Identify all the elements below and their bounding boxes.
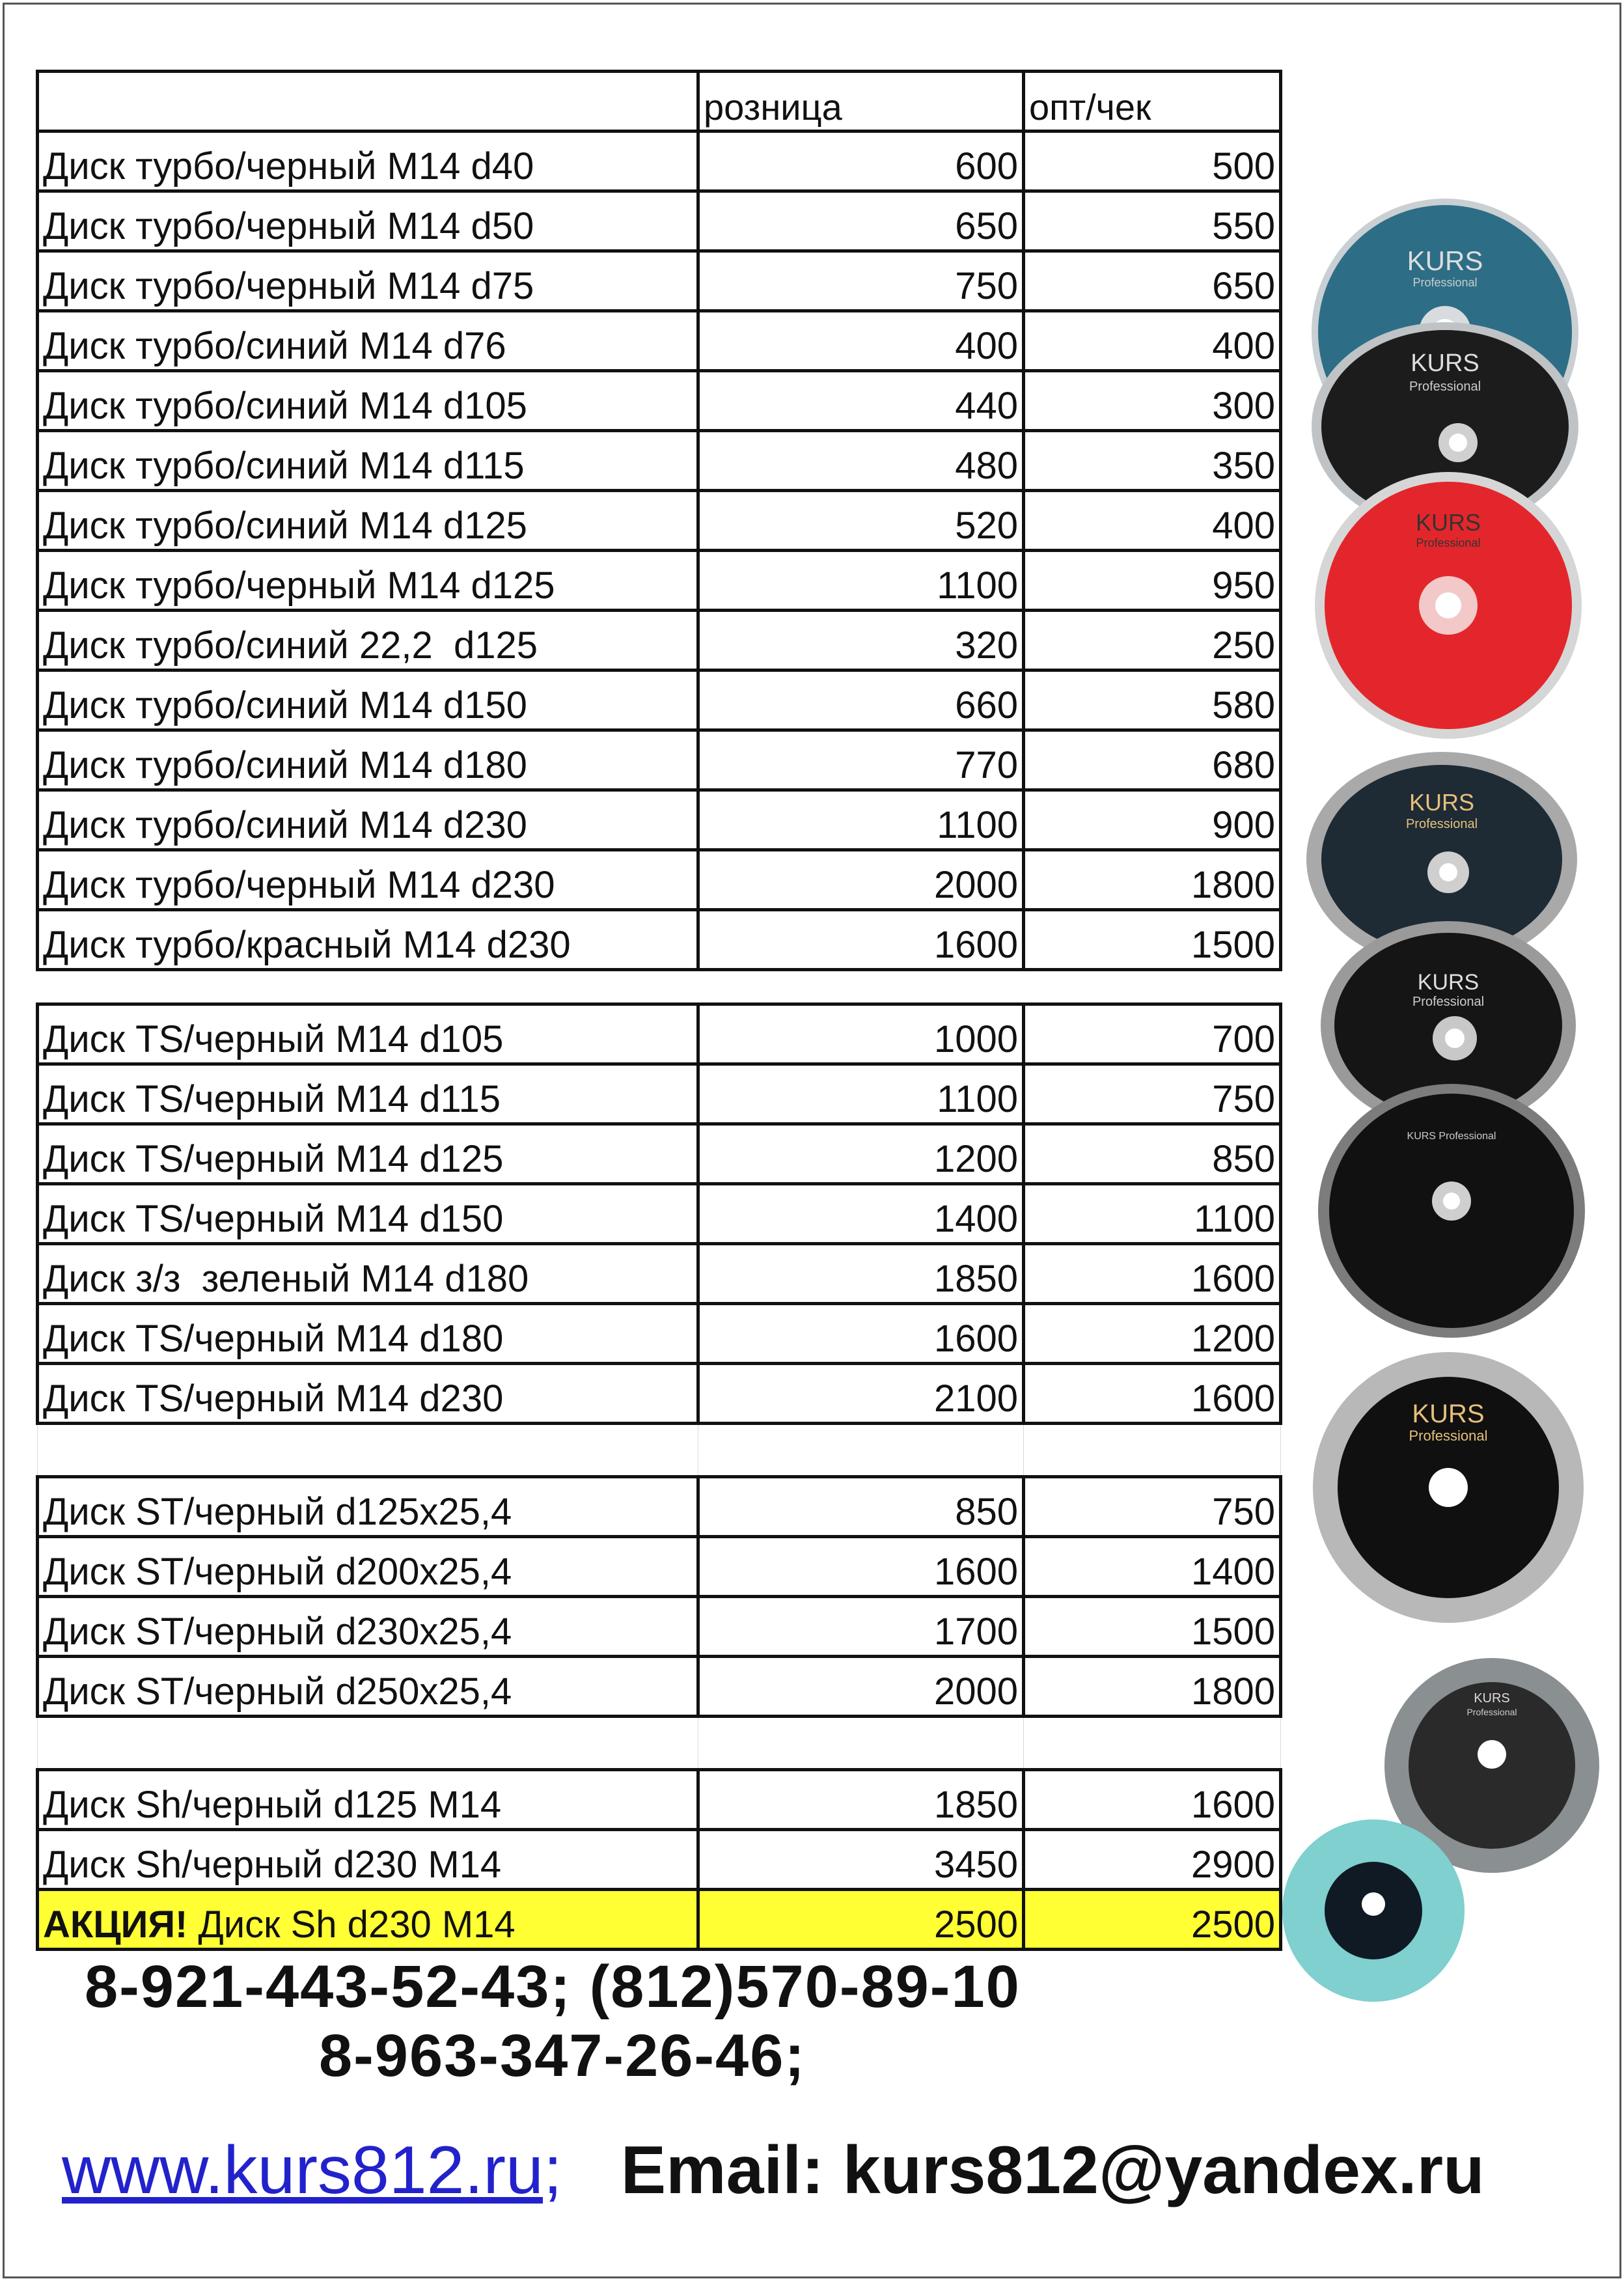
retail-price-cell: 1100 <box>698 1064 1024 1124</box>
price-table-body <box>38 72 1281 1950</box>
disc-image-ts-3 <box>1315 1081 1588 1341</box>
table-row <box>38 1184 1281 1244</box>
retail-price-cell: 440 <box>698 371 1024 431</box>
wholesale-price-cell: 650 <box>1024 251 1281 311</box>
disc-sub: Professional <box>1412 995 1485 1009</box>
product-name-cell: Диск TS/черный М14 d105 <box>38 1004 698 1064</box>
wholesale-price-cell: 750 <box>1024 1477 1281 1537</box>
table-row <box>38 1537 1281 1597</box>
phone-numbers <box>85 1953 1021 2091</box>
footer-contacts <box>62 2132 1485 2209</box>
retail-price-cell: 480 <box>698 431 1024 491</box>
wholesale-price-cell: 400 <box>1024 491 1281 551</box>
table-row <box>38 251 1281 311</box>
disc-brand: KURS <box>1407 245 1483 276</box>
retail-price-cell: 3450 <box>698 1830 1024 1890</box>
product-name-cell: Диск турбо/синий М14 d76 <box>38 311 698 371</box>
retail-price-cell: 1700 <box>698 1597 1024 1657</box>
retail-price-cell: 1600 <box>698 1537 1024 1597</box>
email-text: Email: kurs812@yandex.ru <box>620 2133 1485 2208</box>
product-name-cell: Диск ST/черный d125x25,4 <box>38 1477 698 1537</box>
table-row <box>38 1124 1281 1184</box>
wholesale-price-cell: 1200 <box>1024 1304 1281 1364</box>
product-name-cell: Диск турбо/синий М14 d105 <box>38 371 698 431</box>
header-wholesale: опт/чек <box>1024 72 1281 131</box>
table-row <box>38 551 1281 611</box>
wholesale-price-cell: 250 <box>1024 611 1281 670</box>
spacer-cell <box>698 1424 1024 1477</box>
wholesale-price-cell: 1800 <box>1024 850 1281 910</box>
spacer-cell <box>38 1424 698 1477</box>
table-row <box>38 790 1281 850</box>
wholesale-price-cell: 1500 <box>1024 910 1281 970</box>
table-row <box>38 1364 1281 1424</box>
product-name-cell: Диск турбо/синий М14 d150 <box>38 670 698 730</box>
website-link[interactable]: www.kurs812.ru; <box>62 2133 562 2208</box>
table-row <box>38 730 1281 790</box>
table-row <box>38 1597 1281 1657</box>
disc-brand: KURS <box>1417 970 1479 995</box>
table-spacer-row <box>38 1717 1281 1770</box>
table-row <box>38 191 1281 251</box>
product-name-cell: Диск TS/черный М14 d180 <box>38 1304 698 1364</box>
product-name-cell: Диск турбо/синий 22,2 d125 <box>38 611 698 670</box>
disc-image-st <box>1312 1351 1585 1624</box>
spacer-cell <box>1024 970 1281 1004</box>
disc-image-sh-teal <box>1279 1816 1468 2005</box>
disc-sub: Professional <box>1416 536 1481 549</box>
retail-price-cell: 750 <box>698 251 1024 311</box>
retail-price-cell: 1850 <box>698 1244 1024 1304</box>
disc-brand: KURS <box>1474 1691 1510 1706</box>
wholesale-price-cell: 1400 <box>1024 1537 1281 1597</box>
table-row <box>38 1657 1281 1717</box>
product-name-cell: Диск турбо/синий М14 d115 <box>38 431 698 491</box>
retail-price-cell: 600 <box>698 131 1024 191</box>
disc-sub: Professional <box>1466 1707 1517 1717</box>
disc-sub: Professional <box>1412 276 1478 289</box>
table-row <box>38 910 1281 970</box>
retail-price-cell: 400 <box>698 311 1024 371</box>
wholesale-price-cell: 400 <box>1024 311 1281 371</box>
spacer-cell <box>38 1717 698 1770</box>
retail-price-cell: 1100 <box>698 790 1024 850</box>
disc-sub: Professional <box>1409 380 1481 394</box>
table-row <box>38 491 1281 551</box>
table-row <box>38 670 1281 730</box>
table-row <box>38 611 1281 670</box>
wholesale-price-cell: 1600 <box>1024 1770 1281 1830</box>
wholesale-price-cell: 750 <box>1024 1064 1281 1124</box>
retail-price-cell: 520 <box>698 491 1024 551</box>
product-name-cell: Диск турбо/черный М14 d40 <box>38 131 698 191</box>
price-table <box>36 70 1282 1951</box>
spacer-cell <box>38 970 698 1004</box>
product-name-cell: Диск ST/черный d230x25,4 <box>38 1597 698 1657</box>
wholesale-price-cell: 680 <box>1024 730 1281 790</box>
retail-price-cell: 770 <box>698 730 1024 790</box>
spacer-cell <box>1024 1424 1281 1477</box>
promo-row <box>38 1890 1281 1950</box>
product-name-cell: Диск турбо/синий М14 d125 <box>38 491 698 551</box>
product-name-cell: Диск ST/черный d200x25,4 <box>38 1537 698 1597</box>
disc-sub: Professional <box>1405 817 1478 831</box>
wholesale-price-cell: 580 <box>1024 670 1281 730</box>
retail-price-cell: 1850 <box>698 1770 1024 1830</box>
promo-retail-price-cell: 2500 <box>698 1890 1024 1950</box>
retail-price-cell: 1000 <box>698 1004 1024 1064</box>
product-name-cell: Диск турбо/черный М14 d75 <box>38 251 698 311</box>
disc-brand: KURS <box>1415 509 1481 536</box>
table-row <box>38 311 1281 371</box>
spacer-cell <box>1024 1717 1281 1770</box>
product-name-cell: Диск турбо/синий М14 d230 <box>38 790 698 850</box>
promo-name-cell <box>38 1890 698 1950</box>
promo-product-name: Диск Sh d230 М14 <box>187 1903 516 1946</box>
promo-tag: АКЦИЯ! <box>43 1903 188 1946</box>
table-header-row <box>38 72 1281 131</box>
promo-wholesale-price-cell: 2500 <box>1024 1890 1281 1950</box>
spacer-cell <box>698 970 1024 1004</box>
table-row <box>38 1064 1281 1124</box>
retail-price-cell: 1600 <box>698 910 1024 970</box>
retail-price-cell: 2100 <box>698 1364 1024 1424</box>
retail-price-cell: 650 <box>698 191 1024 251</box>
retail-price-cell: 1600 <box>698 1304 1024 1364</box>
product-name-cell: Диск TS/черный М14 d115 <box>38 1064 698 1124</box>
table-row <box>38 850 1281 910</box>
product-name-cell: Диск турбо/синий М14 d180 <box>38 730 698 790</box>
product-name-cell: Диск TS/черный М14 d230 <box>38 1364 698 1424</box>
wholesale-price-cell: 900 <box>1024 790 1281 850</box>
wholesale-price-cell: 300 <box>1024 371 1281 431</box>
wholesale-price-cell: 850 <box>1024 1124 1281 1184</box>
table-row <box>38 371 1281 431</box>
product-name-cell: Диск Sh/черный d230 М14 <box>38 1830 698 1890</box>
product-name-cell: Диск турбо/черный М14 d230 <box>38 850 698 910</box>
header-name-cell <box>38 72 698 131</box>
spacer-cell <box>698 1717 1024 1770</box>
disc-sub: Professional <box>1409 1428 1488 1444</box>
disc-image-turbo-red <box>1312 469 1585 742</box>
table-row <box>38 1244 1281 1304</box>
retail-price-cell: 1100 <box>698 551 1024 611</box>
table-row <box>38 1477 1281 1537</box>
wholesale-price-cell: 1600 <box>1024 1244 1281 1304</box>
product-name-cell: Диск Sh/черный d125 М14 <box>38 1770 698 1830</box>
table-spacer-row <box>38 970 1281 1004</box>
product-name-cell: Диск TS/черный М14 d125 <box>38 1124 698 1184</box>
retail-price-cell: 660 <box>698 670 1024 730</box>
disc-brand: KURS <box>1409 789 1475 816</box>
wholesale-price-cell: 950 <box>1024 551 1281 611</box>
table-row <box>38 1830 1281 1890</box>
wholesale-price-cell: 1800 <box>1024 1657 1281 1717</box>
product-name-cell: Диск ST/черный d250x25,4 <box>38 1657 698 1717</box>
table-row <box>38 1004 1281 1064</box>
table-row <box>38 131 1281 191</box>
product-name-cell: Диск турбо/красный М14 d230 <box>38 910 698 970</box>
retail-price-cell: 1200 <box>698 1124 1024 1184</box>
product-name-cell: Диск з/з зеленый М14 d180 <box>38 1244 698 1304</box>
wholesale-price-cell: 550 <box>1024 191 1281 251</box>
phones-line-1: 8-921-443-52-43; (812)570-89-10 <box>85 1954 1021 2020</box>
disc-brand: KURS <box>1412 1400 1485 1428</box>
product-name-cell: Диск TS/черный М14 d150 <box>38 1184 698 1244</box>
table-spacer-row <box>38 1424 1281 1477</box>
retail-price-cell: 320 <box>698 611 1024 670</box>
retail-price-cell: 850 <box>698 1477 1024 1537</box>
disc-brand: KURS <box>1411 350 1479 377</box>
phones-line-2: 8-963-347-26-46; <box>319 2022 806 2089</box>
retail-price-cell: 1400 <box>698 1184 1024 1244</box>
header-retail: розница <box>698 72 1024 131</box>
product-name-cell: Диск турбо/черный М14 d125 <box>38 551 698 611</box>
product-name-cell: Диск турбо/черный М14 d50 <box>38 191 698 251</box>
wholesale-price-cell: 500 <box>1024 131 1281 191</box>
wholesale-price-cell: 1500 <box>1024 1597 1281 1657</box>
wholesale-price-cell: 350 <box>1024 431 1281 491</box>
table-row <box>38 431 1281 491</box>
retail-price-cell: 2000 <box>698 850 1024 910</box>
disc-brand: KURS Professional <box>1407 1131 1496 1142</box>
table-row <box>38 1304 1281 1364</box>
wholesale-price-cell: 700 <box>1024 1004 1281 1064</box>
wholesale-price-cell: 1600 <box>1024 1364 1281 1424</box>
wholesale-price-cell: 2900 <box>1024 1830 1281 1890</box>
wholesale-price-cell: 1100 <box>1024 1184 1281 1244</box>
table-row <box>38 1770 1281 1830</box>
retail-price-cell: 2000 <box>698 1657 1024 1717</box>
